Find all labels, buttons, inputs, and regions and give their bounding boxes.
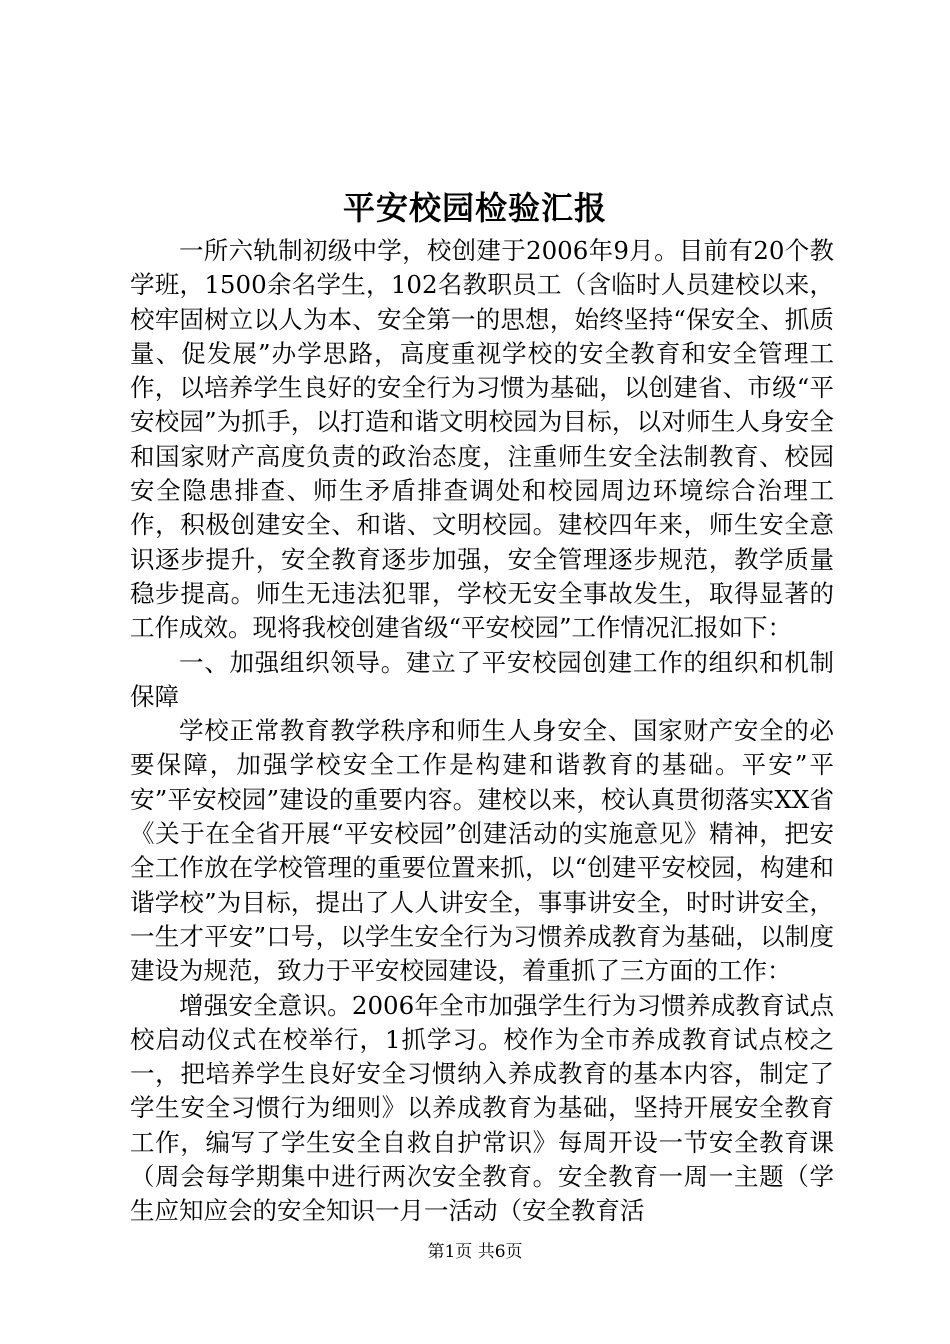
document-body <box>130 234 834 1229</box>
paragraph-safety-awareness: 增强安全意识。2006年全市加强学生行为习惯养成教育试点校启动仪式在校举行，1抓学习。校作为全市养成教育试点校之一，把培养学生良好安全习惯纳入养成教育的基本内容，制定了学生安全习惯行为细则》以养成教育为基础，坚持开展安全教育工作，编写了学生安全自救自护常识》每周开设一节安全教育课（周会每学期集中进行两次安全教育。安全教育一周一主题（学生应知应会的安全知识一月一活动（安全教育活 <box>130 990 834 1226</box>
paragraph-section-heading: 一、加强组织领导。建立了平安校园创建工作的组织和机制保障 <box>130 647 834 711</box>
document-title: 平安校园检验汇报 <box>342 189 607 227</box>
paragraph-intro: 一所六轨制初级中学，校创建于2006年9月。目前有20个教学班，1500余名学生，102名教职员工（含临时人员建校以来，校牢固树立以人为本、安全第一的思想，始终坚持“保安全、抓质量、促发展”办学思路，高度重视学校的安全教育和安全管理工作，以培养学生良好的安全行为习惯为基础，以创建省、市级“平安校园”为抓手，以打造和谐文明校园为目标，以对师生人身安全和国家财产高度负责的政治态度，注重师生安全法制教育、校园安全隐患排查、师生矛盾排查调处和校园周边环境综合治理工作，积极创建安全、和谐、文明校园。建校四年来，师生安全意识逐步提升，安全教育逐步加强，安全管理逐步规范，教学质量稳步提高。师生无违法犯罪，学校无安全事故发生，取得显著的工作成效。现将我校创建省级“平安校园”工作情况汇报如下： <box>130 236 834 643</box>
paragraph-safety-importance: 学校正常教育教学秩序和师生人身安全、国家财产安全的必要保障，加强学校安全工作是构建和谐教育的基础。平安”平安”平安校园”建设的重要内容。建校以来，校认真贯彻落实XX省《关于在全省开展“平安校园”创建活动的实施意见》精神，把安全工作放在学校管理的重要位置来抓，以“创建平安校园，构建和谐学校”为目标，提出了人人讲安全，事事讲安全，时时讲安全，一生才平安”口号，以学生安全行为习惯养成教育为基础，以制度建设为规范，致力于平安校园建设，着重抓了三方面的工作： <box>130 716 834 986</box>
page-number-footer: 第1页 共6页 <box>427 1242 523 1262</box>
